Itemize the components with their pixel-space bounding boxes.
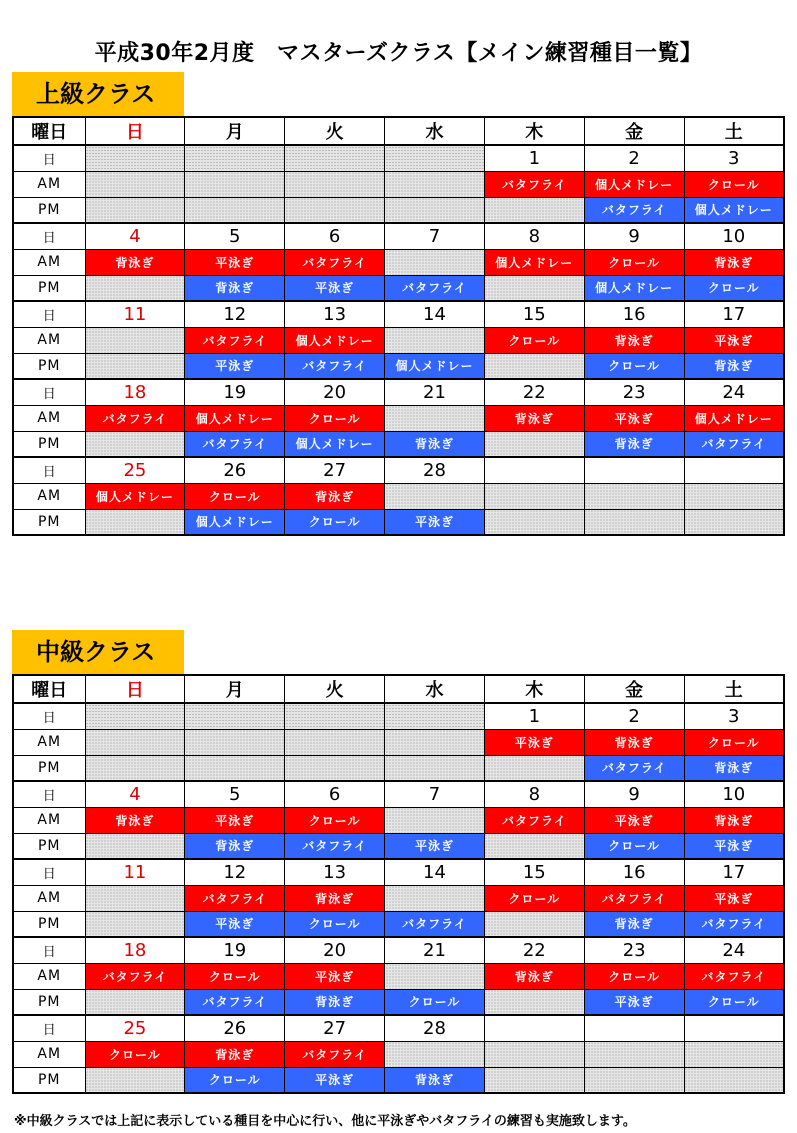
- am-row-label: AM: [13, 249, 85, 275]
- am-event-cell: [385, 807, 485, 833]
- date-cell: 25: [85, 1015, 185, 1041]
- footnote: ※中級クラスでは上記に表示している種目を中心に行い、他に平泳ぎやバタフライの練習も実施致します。: [14, 1114, 636, 1129]
- pm-event-cell: クロール: [285, 509, 385, 535]
- am-row: [13, 171, 784, 197]
- am-row: [13, 807, 784, 833]
- am-row-label: AM: [13, 405, 85, 431]
- am-event-cell: 背泳ぎ: [285, 885, 385, 911]
- weekday-header-cell: 火: [285, 117, 385, 145]
- pm-row-label: PM: [13, 911, 85, 937]
- weekday-header-cell: 水: [385, 675, 485, 703]
- am-event-cell: 平泳ぎ: [684, 885, 784, 911]
- pm-event-cell: 平泳ぎ: [584, 989, 684, 1015]
- date-cell: 18: [85, 937, 185, 963]
- date-cell: 11: [85, 301, 185, 327]
- pm-event-cell: [285, 755, 385, 781]
- pm-row-label: PM: [13, 431, 85, 457]
- pm-event-cell: バタフライ: [584, 197, 684, 223]
- am-row: [13, 1041, 784, 1067]
- pm-event-cell: 個人メドレー: [385, 353, 485, 379]
- pm-event-cell: [85, 275, 185, 301]
- pm-row: [13, 833, 784, 859]
- pm-event-cell: 平泳ぎ: [185, 353, 285, 379]
- am-event-cell: 背泳ぎ: [684, 807, 784, 833]
- pm-event-cell: 平泳ぎ: [285, 1067, 385, 1093]
- pm-row-label: PM: [13, 275, 85, 301]
- weekday-header-row: [13, 117, 784, 145]
- weekday-header-cell: 木: [484, 117, 584, 145]
- am-event-cell: クロール: [285, 807, 385, 833]
- pm-event-cell: バタフライ: [285, 353, 385, 379]
- pm-row-label: PM: [13, 755, 85, 781]
- am-event-cell: バタフライ: [85, 405, 185, 431]
- date-cell: [684, 1015, 784, 1041]
- date-cell: [285, 703, 385, 729]
- date-row: [13, 223, 784, 249]
- pm-event-cell: [85, 1067, 185, 1093]
- pm-event-cell: [484, 509, 584, 535]
- date-row: [13, 145, 784, 171]
- am-event-cell: [285, 171, 385, 197]
- date-cell: 13: [285, 859, 385, 885]
- date-cell: 17: [684, 301, 784, 327]
- date-cell: 21: [385, 379, 485, 405]
- date-row-label: 日: [13, 781, 85, 807]
- date-cell: 24: [684, 937, 784, 963]
- pm-event-cell: クロール: [684, 989, 784, 1015]
- pm-row: [13, 755, 784, 781]
- pm-event-cell: 背泳ぎ: [385, 431, 485, 457]
- pm-event-cell: 背泳ぎ: [185, 833, 285, 859]
- am-event-cell: バタフライ: [484, 807, 584, 833]
- am-row-label: AM: [13, 729, 85, 755]
- pm-event-cell: [85, 989, 185, 1015]
- am-row-label: AM: [13, 483, 85, 509]
- weekday-header-cell: 日: [85, 675, 185, 703]
- pm-event-cell: クロール: [584, 833, 684, 859]
- am-event-cell: [385, 249, 485, 275]
- am-event-cell: 個人メドレー: [684, 405, 784, 431]
- pm-event-cell: クロール: [385, 989, 485, 1015]
- date-row-label: 日: [13, 379, 85, 405]
- am-event-cell: 背泳ぎ: [584, 327, 684, 353]
- date-cell: 1: [484, 145, 584, 171]
- am-row-label: AM: [13, 963, 85, 989]
- date-cell: 17: [684, 859, 784, 885]
- pm-event-cell: [484, 1067, 584, 1093]
- am-event-cell: [484, 483, 584, 509]
- date-cell: 14: [385, 859, 485, 885]
- am-event-cell: 個人メドレー: [185, 405, 285, 431]
- weekday-header-row: [13, 675, 784, 703]
- date-cell: 7: [385, 781, 485, 807]
- date-cell: 20: [285, 379, 385, 405]
- am-event-cell: バタフライ: [484, 171, 584, 197]
- date-row-label: 日: [13, 145, 85, 171]
- am-event-cell: 個人メドレー: [484, 249, 584, 275]
- am-row-label: AM: [13, 807, 85, 833]
- date-cell: 26: [185, 1015, 285, 1041]
- am-event-cell: 平泳ぎ: [584, 807, 684, 833]
- class-label-intermediate: 中級クラス: [12, 630, 184, 674]
- pm-row-label: PM: [13, 989, 85, 1015]
- am-event-cell: バタフライ: [185, 327, 285, 353]
- pm-event-cell: 背泳ぎ: [285, 989, 385, 1015]
- am-row-label: AM: [13, 327, 85, 353]
- date-cell: [385, 703, 485, 729]
- date-cell: 8: [484, 223, 584, 249]
- pm-event-cell: [484, 431, 584, 457]
- pm-event-cell: 個人メドレー: [285, 431, 385, 457]
- date-cell: [584, 457, 684, 483]
- date-cell: 22: [484, 379, 584, 405]
- pm-event-cell: [484, 911, 584, 937]
- date-cell: 20: [285, 937, 385, 963]
- am-event-cell: 平泳ぎ: [185, 807, 285, 833]
- am-event-cell: [385, 885, 485, 911]
- weekday-header-cell: 月: [185, 117, 285, 145]
- date-cell: 18: [85, 379, 185, 405]
- date-cell: 6: [285, 781, 385, 807]
- am-row-label: AM: [13, 171, 85, 197]
- am-event-cell: [385, 327, 485, 353]
- date-cell: [584, 1015, 684, 1041]
- date-cell: [484, 1015, 584, 1041]
- pm-event-cell: [484, 197, 584, 223]
- pm-event-cell: 背泳ぎ: [684, 755, 784, 781]
- date-cell: 12: [185, 301, 285, 327]
- weekday-header-cell: 月: [185, 675, 285, 703]
- am-event-cell: [584, 1041, 684, 1067]
- pm-event-cell: 背泳ぎ: [584, 431, 684, 457]
- weekday-header-label: 曜日: [13, 675, 85, 703]
- pm-event-cell: クロール: [584, 353, 684, 379]
- date-cell: 3: [684, 145, 784, 171]
- date-cell: [85, 703, 185, 729]
- pm-event-cell: 平泳ぎ: [185, 911, 285, 937]
- weekday-header-cell: 木: [484, 675, 584, 703]
- am-event-cell: [385, 729, 485, 755]
- date-cell: [684, 457, 784, 483]
- date-row: [13, 1015, 784, 1041]
- pm-event-cell: [684, 509, 784, 535]
- am-event-cell: クロール: [484, 885, 584, 911]
- am-event-cell: [584, 483, 684, 509]
- date-row-label: 日: [13, 703, 85, 729]
- am-event-cell: クロール: [684, 171, 784, 197]
- am-event-cell: 背泳ぎ: [484, 963, 584, 989]
- am-event-cell: [185, 171, 285, 197]
- am-event-cell: [385, 405, 485, 431]
- date-cell: 23: [584, 379, 684, 405]
- am-event-cell: [484, 1041, 584, 1067]
- am-event-cell: [185, 729, 285, 755]
- pm-event-cell: [85, 755, 185, 781]
- date-cell: 19: [185, 379, 285, 405]
- date-cell: 6: [285, 223, 385, 249]
- date-cell: 27: [285, 1015, 385, 1041]
- date-cell: 22: [484, 937, 584, 963]
- date-cell: [185, 703, 285, 729]
- date-cell: 21: [385, 937, 485, 963]
- am-event-cell: 平泳ぎ: [185, 249, 285, 275]
- am-event-cell: バタフライ: [185, 885, 285, 911]
- am-event-cell: クロール: [185, 483, 285, 509]
- pm-row: [13, 431, 784, 457]
- date-cell: 16: [584, 301, 684, 327]
- pm-event-cell: [484, 989, 584, 1015]
- date-row: [13, 457, 784, 483]
- am-row-label: AM: [13, 1041, 85, 1067]
- weekday-header-cell: 金: [584, 117, 684, 145]
- am-event-cell: クロール: [484, 327, 584, 353]
- pm-row: [13, 197, 784, 223]
- pm-event-cell: バタフライ: [185, 989, 285, 1015]
- am-event-cell: 背泳ぎ: [285, 483, 385, 509]
- date-cell: 23: [584, 937, 684, 963]
- am-event-cell: [85, 327, 185, 353]
- date-cell: 9: [584, 223, 684, 249]
- pm-event-cell: クロール: [684, 275, 784, 301]
- date-cell: 27: [285, 457, 385, 483]
- date-cell: 1: [484, 703, 584, 729]
- pm-event-cell: [85, 509, 185, 535]
- weekday-header-label: 曜日: [13, 117, 85, 145]
- date-row-label: 日: [13, 223, 85, 249]
- pm-event-cell: [185, 755, 285, 781]
- am-event-cell: クロール: [285, 405, 385, 431]
- pm-row-label: PM: [13, 353, 85, 379]
- pm-event-cell: [684, 1067, 784, 1093]
- pm-row-label: PM: [13, 197, 85, 223]
- date-cell: 12: [185, 859, 285, 885]
- pm-event-cell: [385, 197, 485, 223]
- pm-event-cell: [484, 755, 584, 781]
- weekday-header-cell: 土: [684, 675, 784, 703]
- pm-event-cell: バタフライ: [285, 833, 385, 859]
- am-row: [13, 885, 784, 911]
- pm-event-cell: バタフライ: [385, 911, 485, 937]
- date-cell: 10: [684, 781, 784, 807]
- pm-event-cell: バタフライ: [684, 911, 784, 937]
- pm-event-cell: クロール: [285, 911, 385, 937]
- pm-event-cell: 個人メドレー: [185, 509, 285, 535]
- pm-event-cell: 背泳ぎ: [684, 353, 784, 379]
- am-event-cell: [385, 171, 485, 197]
- am-event-cell: バタフライ: [584, 885, 684, 911]
- date-cell: 2: [584, 145, 684, 171]
- date-row: [13, 379, 784, 405]
- date-cell: 28: [385, 457, 485, 483]
- am-event-cell: 平泳ぎ: [484, 729, 584, 755]
- pm-event-cell: バタフライ: [385, 275, 485, 301]
- date-row-label: 日: [13, 937, 85, 963]
- date-row: [13, 937, 784, 963]
- date-cell: [385, 145, 485, 171]
- am-row: [13, 483, 784, 509]
- date-row: [13, 859, 784, 885]
- date-cell: 14: [385, 301, 485, 327]
- am-event-cell: 背泳ぎ: [684, 249, 784, 275]
- am-event-cell: 背泳ぎ: [85, 807, 185, 833]
- date-cell: 26: [185, 457, 285, 483]
- date-cell: 2: [584, 703, 684, 729]
- am-event-cell: 個人メドレー: [584, 171, 684, 197]
- am-row: [13, 963, 784, 989]
- pm-event-cell: クロール: [185, 1067, 285, 1093]
- pm-row-label: PM: [13, 833, 85, 859]
- weekday-header-cell: 日: [85, 117, 185, 145]
- am-event-cell: 背泳ぎ: [85, 249, 185, 275]
- pm-event-cell: [584, 1067, 684, 1093]
- date-cell: [285, 145, 385, 171]
- date-row-label: 日: [13, 457, 85, 483]
- am-event-cell: バタフライ: [85, 963, 185, 989]
- pm-event-cell: 平泳ぎ: [684, 833, 784, 859]
- pm-event-cell: [484, 275, 584, 301]
- date-row-label: 日: [13, 1015, 85, 1041]
- pm-event-cell: [385, 755, 485, 781]
- class-label-advanced: 上級クラス: [12, 72, 184, 116]
- date-row-label: 日: [13, 301, 85, 327]
- date-cell: 15: [484, 301, 584, 327]
- date-row: [13, 781, 784, 807]
- date-row: [13, 703, 784, 729]
- date-row: [13, 301, 784, 327]
- am-event-cell: バタフライ: [285, 1041, 385, 1067]
- date-cell: 16: [584, 859, 684, 885]
- date-cell: 5: [185, 781, 285, 807]
- page-title: 平成30年2月度 マスターズクラス【メイン練習種目一覧】: [94, 41, 703, 66]
- am-row: [13, 729, 784, 755]
- am-event-cell: 個人メドレー: [85, 483, 185, 509]
- date-cell: 3: [684, 703, 784, 729]
- schedule-table-advanced: [12, 116, 785, 536]
- pm-event-cell: [285, 197, 385, 223]
- pm-event-cell: 個人メドレー: [684, 197, 784, 223]
- weekday-header-cell: 火: [285, 675, 385, 703]
- date-row-label: 日: [13, 859, 85, 885]
- date-cell: 15: [484, 859, 584, 885]
- am-event-cell: クロール: [584, 249, 684, 275]
- am-event-cell: クロール: [584, 963, 684, 989]
- date-cell: 19: [185, 937, 285, 963]
- am-event-cell: クロール: [85, 1041, 185, 1067]
- am-event-cell: 平泳ぎ: [285, 963, 385, 989]
- date-cell: 24: [684, 379, 784, 405]
- pm-event-cell: バタフライ: [584, 755, 684, 781]
- pm-event-cell: 背泳ぎ: [185, 275, 285, 301]
- am-event-cell: [684, 1041, 784, 1067]
- pm-event-cell: [484, 353, 584, 379]
- date-cell: 4: [85, 781, 185, 807]
- am-row: [13, 249, 784, 275]
- date-cell: [185, 145, 285, 171]
- date-cell: 28: [385, 1015, 485, 1041]
- pm-event-cell: [85, 833, 185, 859]
- pm-event-cell: [584, 509, 684, 535]
- am-event-cell: [385, 963, 485, 989]
- pm-row-label: PM: [13, 1067, 85, 1093]
- pm-event-cell: 平泳ぎ: [285, 275, 385, 301]
- date-cell: 9: [584, 781, 684, 807]
- pm-row: [13, 911, 784, 937]
- pm-event-cell: 個人メドレー: [584, 275, 684, 301]
- am-event-cell: [85, 729, 185, 755]
- date-cell: 7: [385, 223, 485, 249]
- pm-event-cell: [85, 353, 185, 379]
- am-event-cell: バタフライ: [684, 963, 784, 989]
- am-event-cell: [684, 483, 784, 509]
- pm-event-cell: [85, 431, 185, 457]
- am-event-cell: 平泳ぎ: [684, 327, 784, 353]
- pm-row: [13, 989, 784, 1015]
- pm-event-cell: [85, 911, 185, 937]
- am-row: [13, 327, 784, 353]
- am-event-cell: [85, 171, 185, 197]
- am-event-cell: 平泳ぎ: [584, 405, 684, 431]
- pm-event-cell: 背泳ぎ: [385, 1067, 485, 1093]
- pm-event-cell: [85, 197, 185, 223]
- date-cell: 13: [285, 301, 385, 327]
- pm-row-label: PM: [13, 509, 85, 535]
- weekday-header-cell: 金: [584, 675, 684, 703]
- pm-event-cell: バタフライ: [684, 431, 784, 457]
- am-event-cell: [285, 729, 385, 755]
- am-event-cell: [85, 885, 185, 911]
- date-cell: [85, 145, 185, 171]
- am-event-cell: [385, 1041, 485, 1067]
- date-cell: 10: [684, 223, 784, 249]
- am-row-label: AM: [13, 885, 85, 911]
- pm-row: [13, 353, 784, 379]
- pm-event-cell: 平泳ぎ: [385, 509, 485, 535]
- pm-event-cell: [185, 197, 285, 223]
- pm-event-cell: 背泳ぎ: [584, 911, 684, 937]
- am-event-cell: クロール: [185, 963, 285, 989]
- am-event-cell: 個人メドレー: [285, 327, 385, 353]
- am-event-cell: バタフライ: [285, 249, 385, 275]
- am-event-cell: 背泳ぎ: [185, 1041, 285, 1067]
- weekday-header-cell: 土: [684, 117, 784, 145]
- date-cell: 25: [85, 457, 185, 483]
- pm-row: [13, 275, 784, 301]
- pm-event-cell: バタフライ: [185, 431, 285, 457]
- am-event-cell: 背泳ぎ: [484, 405, 584, 431]
- am-event-cell: 背泳ぎ: [584, 729, 684, 755]
- weekday-header-cell: 水: [385, 117, 485, 145]
- date-cell: 8: [484, 781, 584, 807]
- am-row: [13, 405, 784, 431]
- date-cell: [484, 457, 584, 483]
- pm-event-cell: [484, 833, 584, 859]
- am-event-cell: [385, 483, 485, 509]
- date-cell: 5: [185, 223, 285, 249]
- date-cell: 11: [85, 859, 185, 885]
- pm-row: [13, 1067, 784, 1093]
- pm-event-cell: 平泳ぎ: [385, 833, 485, 859]
- schedule-table-intermediate: [12, 674, 785, 1094]
- am-event-cell: クロール: [684, 729, 784, 755]
- pm-row: [13, 509, 784, 535]
- date-cell: 4: [85, 223, 185, 249]
